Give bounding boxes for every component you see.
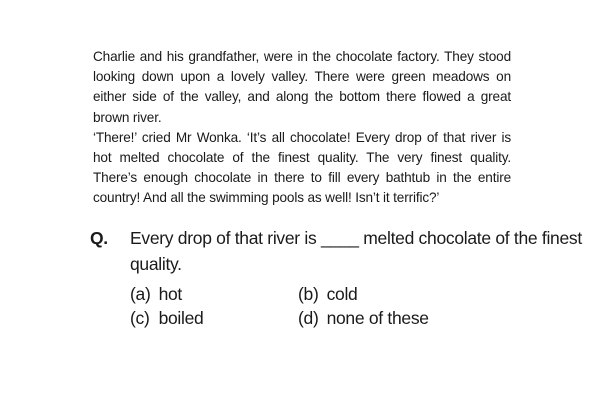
passage-line: looking down upon a lovely valley. There were green meadows on — [93, 69, 511, 85]
option-a[interactable] — [130, 281, 182, 307]
question-stem-line: Every drop of that river is ____ melted chocolate of the finest — [130, 228, 582, 248]
option-a-text: hot — [158, 284, 182, 304]
passage-line: Charlie and his grandfather, were in the chocolate factory. They stood — [93, 49, 511, 64]
passage-line: ‘There!’ cried Mr Wonka. ‘It’s all chocolate! Every drop of that river is — [93, 129, 511, 145]
option-b-text: cold — [326, 284, 358, 304]
option-b-marker: (b) — [298, 284, 319, 304]
option-c-marker: (c) — [130, 308, 150, 328]
option-d-marker: (d) — [298, 308, 319, 328]
passage-line: country! And all the swimming pools as well! Isn’t it terrific?’ — [93, 190, 440, 206]
option-b[interactable] — [298, 281, 357, 307]
passage-line: brown river. — [93, 109, 162, 125]
option-a-marker: (a) — [130, 284, 151, 304]
question-stem-line: quality. — [130, 254, 182, 274]
option-d-text: none of these — [326, 308, 429, 328]
option-c[interactable] — [130, 305, 203, 331]
passage-line: There’s enough chocolate in there to fill every bathtub in the entire — [93, 170, 511, 186]
question-stem — [130, 225, 582, 277]
passage-line: either side of the valley, and along the bottom there flowed a great — [93, 89, 511, 105]
question-label: Q. — [90, 228, 108, 248]
option-c-text: boiled — [158, 308, 204, 328]
option-d[interactable] — [298, 305, 429, 331]
passage-line: hot melted chocolate of the finest quality. The very finest quality. — [93, 150, 511, 166]
reading-passage — [93, 47, 511, 209]
